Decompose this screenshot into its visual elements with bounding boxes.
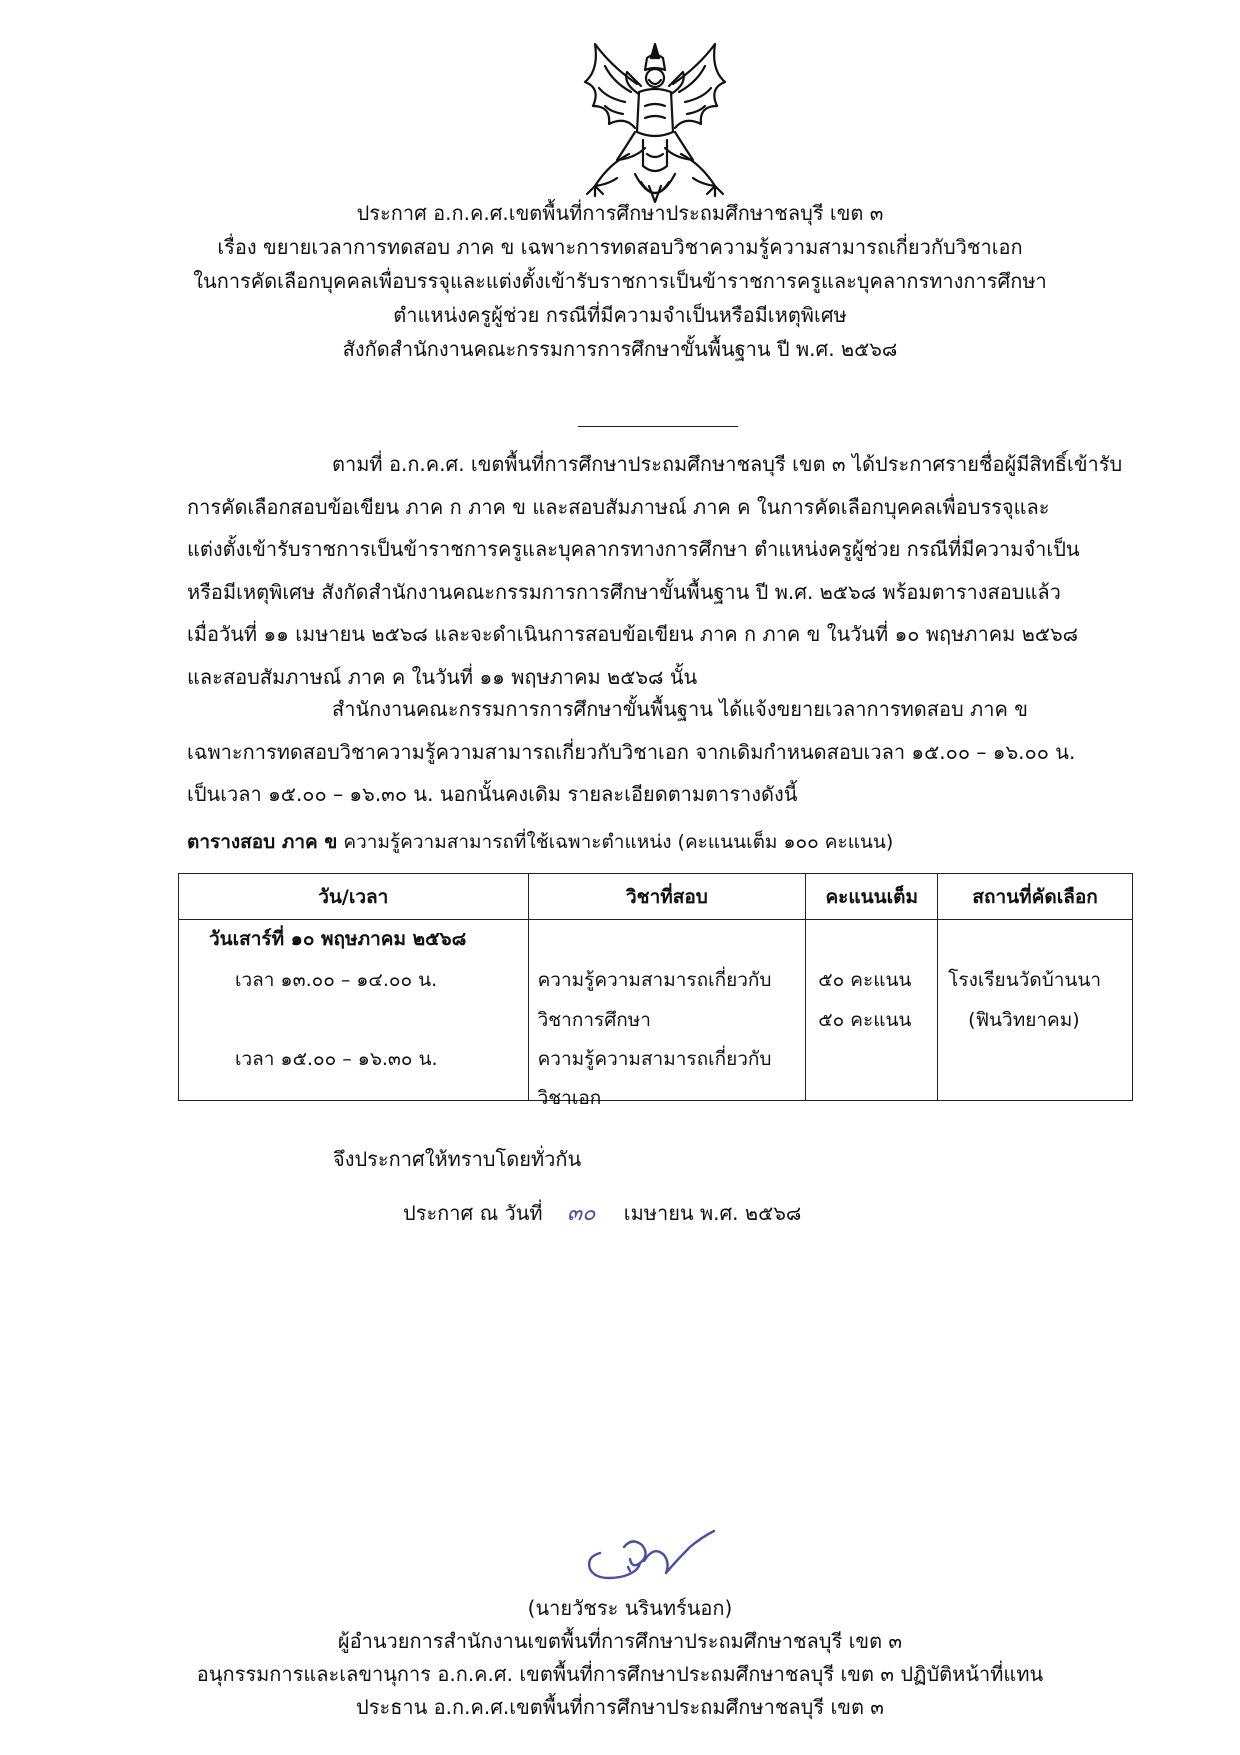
signer-title-2: อนุกรรมการและเลขานุการ อ.ก.ค.ศ. เขตพื้นที่การศึกษาประถมศึกษาชลบุรี เขต ๓ ปฏิบัติหน้าที่แทน [196, 1662, 1044, 1686]
cell-venue [938, 920, 1133, 1101]
table-caption-bold: ตารางสอบ ภาค ข [187, 831, 338, 853]
paragraph-line: เป็นเวลา ๑๕.๐๐ – ๑๖.๓๐ น. นอกนั้นคงเดิม รายละเอียดตามตารางดังนี้ [187, 782, 798, 806]
subject-2-line-1: ความรู้ความสามารถเกี่ยวกับ [537, 1048, 772, 1070]
paragraph-line: เฉพาะการทดสอบวิชาความรู้ความสามารถเกี่ยวกับวิชาเอก จากเดิมกำหนดสอบเวลา ๑๕.๐๐ – ๑๖.๐๐ น. [187, 739, 1076, 764]
exam-time-1: เวลา ๑๓.๐๐ – ๑๔.๐๐ น. [235, 969, 438, 991]
signer-title-1: ผู้อำนวยการสำนักงานเขตพื้นที่การศึกษาประถมศึกษาชลบุรี เขต ๓ [337, 1629, 903, 1653]
paragraph-line: แต่งตั้งเข้ารับราชการเป็นข้าราชการครูและบุคลากรทางการศึกษา ตำแหน่งครูผู้ช่วย กรณีที่มีความจำเป็น [187, 537, 1080, 561]
cell-score [806, 920, 938, 1101]
signature-icon [580, 1527, 720, 1589]
column-header-subject: วิชาที่สอบ [528, 874, 806, 920]
header-title: ประกาศ อ.ก.ค.ศ.เขตพื้นที่การศึกษาประถมศึกษาชลบุรี เขต ๓ [356, 201, 884, 225]
venue-line-1: โรงเรียนวัดบ้านนา [948, 969, 1102, 991]
header-line-5: สังกัดสำนักงานคณะกรรมการการศึกษาขั้นพื้นฐาน ปี พ.ศ. ๒๕๖๘ [342, 337, 898, 361]
subject-1-line-2: วิชาการศึกษา [537, 1009, 651, 1031]
paragraph-line: การคัดเลือกสอบข้อเขียน ภาค ก ภาค ข และสอบสัมภาษณ์ ภาค ค ในการคัดเลือกบุคคลเพื่อบรรจุและ [187, 494, 1050, 519]
paragraph-line: หรือมีเหตุพิเศษ สังกัดสำนักงานคณะกรรมการการศึกษาขั้นพื้นฐาน ปี พ.ศ. ๒๕๖๘ พร้อมตารางสอบแล้ว [187, 579, 1061, 604]
announcement-header [0, 196, 1240, 366]
exam-schedule-table [178, 873, 1133, 1109]
score-2: ๕๐ คะแนน [818, 1009, 912, 1031]
date-prefix: ประกาศ ณ วันที่ [403, 1201, 543, 1225]
table-header-row [179, 874, 1133, 920]
column-header-venue: สถานที่คัดเลือก [938, 874, 1133, 920]
signature-block [0, 1592, 1240, 1724]
header-line-4: ตำแหน่งครูผู้ช่วย กรณีที่มีความจำเป็นหรือมีเหตุพิเศษ [393, 303, 847, 327]
venue-line-2: (ฟินวิทยาคม) [968, 1009, 1080, 1031]
exam-date: วันเสาร์ที่ ๑๐ พฤษภาคม ๒๕๖๘ [209, 928, 467, 950]
exam-time-2: เวลา ๑๕.๐๐ – ๑๖.๓๐ น. [235, 1048, 438, 1070]
table-caption [187, 827, 893, 857]
paragraph-line: เมื่อวันที่ ๑๑ เมษายน ๒๕๖๘ และจะดำเนินการสอบข้อเขียน ภาค ก ภาค ข ในวันที่ ๑๐ พฤษภาคม ๒๕๖๘ [187, 622, 1079, 646]
closing-announce: จึงประกาศให้ทราบโดยทั่วกัน [333, 1147, 582, 1171]
paragraph-line: และสอบสัมภาษณ์ ภาค ค ในวันที่ ๑๑ พฤษภาคม ๒๕๖๘ นั้น [187, 664, 698, 689]
date-day-handwritten: ๓๐ [566, 1201, 596, 1226]
cell-subject [528, 920, 806, 1109]
subject-1-line-1: ความรู้ความสามารถเกี่ยวกับ [537, 969, 772, 991]
header-divider [578, 426, 738, 427]
closing-date [403, 1195, 801, 1230]
cell-datetime [179, 920, 529, 1101]
column-header-score: คะแนนเต็ม [806, 874, 938, 920]
date-suffix: เมษายน พ.ศ. ๒๕๖๘ [623, 1201, 802, 1225]
table-caption-rest: ความรู้ความสามารถที่ใช้เฉพาะตำแหน่ง (คะแนนเต็ม ๑๐๐ คะแนน) [337, 831, 894, 853]
garuda-emblem-icon [565, 36, 745, 216]
header-subject: เรื่อง ขยายเวลาการทดสอบ ภาค ข เฉพาะการทดสอบวิชาความรู้ความสามารถเกี่ยวกับวิชาเอก [217, 235, 1023, 259]
paragraph-line: ตามที่ อ.ก.ค.ศ. เขตพื้นที่การศึกษาประถมศึกษาชลบุรี เขต ๓ ได้ประกาศรายชื่อผู้มีสิทธิ์เข้ารับ [332, 452, 1123, 476]
body-paragraph-2 [187, 688, 1133, 816]
paragraph-line: สำนักงานคณะกรรมการการศึกษาขั้นพื้นฐาน ได้แจ้งขยายเวลาการทดสอบ ภาค ข [332, 697, 1028, 721]
table-row [179, 920, 1133, 1101]
subject-2-line-2: วิชาเอก [537, 1087, 602, 1109]
score-1: ๕๐ คะแนน [818, 969, 912, 991]
header-line-3: ในการคัดเลือกบุคคลเพื่อบรรจุและแต่งตั้งเข้ารับราชการเป็นข้าราชการครูและบุคลากรทางการศึกษา [193, 269, 1047, 293]
signer-name: (นายวัชระ นรินทร์นอก) [527, 1596, 733, 1620]
body-paragraph-1 [187, 443, 1133, 698]
signer-title-3: ประธาน อ.ก.ค.ศ.เขตพื้นที่การศึกษาประถมศึกษาชลบุรี เขต ๓ [356, 1695, 884, 1719]
column-header-datetime: วัน/เวลา [179, 874, 529, 920]
